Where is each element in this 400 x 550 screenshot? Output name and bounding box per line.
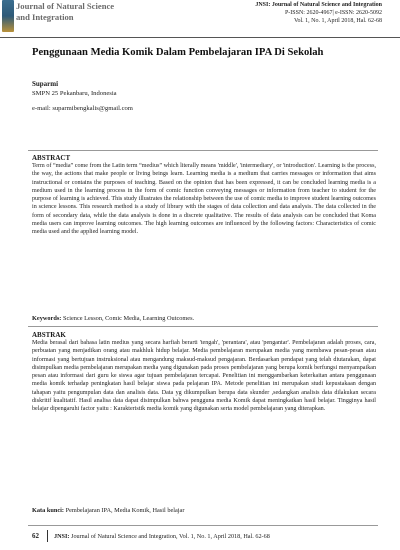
footer-citation-text: Journal of Natural Science and Integration, Vol. 1, No. 1, April 2018, Hal. 62-68 [71,533,270,540]
keywords-id-label: Kata kunci: [32,507,65,514]
journal-info [207,1,382,25]
journal-volume: Vol. 1, No. 1, April 2018, Hal. 62-68 [293,18,382,24]
keywords-en-value: Science Lesson, Comic Media, Learning Outcomes. [62,315,195,322]
keywords-en [32,315,376,323]
footer-journal-name: JNSI: [54,533,70,540]
article-title: Penggunaan Media Komik Dalam Pembelajaran IPA Di Sekolah [32,47,324,58]
logo-line-2: and Integration [16,12,74,22]
journal-name: JNSI: Journal of Natural Science and Integration [255,2,382,8]
abstract-en-text: Term of “media” come from the Latin term “medius” which literally means 'middle', 'intermediary', or 'introduction'. Learning is the process, the way, the actions that make people or living beings learn. Learning media is a medium that carries messages or information that aims instructional or contains the purposes of teaching. Based on the opinion that has been expressed, it can be concluded learning media is a medium used in the learning process in the form of comic function conveying messages or information from teacher to student for the purpose of learning is achieved. This study illustrates the relationship between the use of comic media to improve student learning outcomes in science lessons. This research method is a study of library with the stages of data collection and data analysis. The data collected in the form of secondary data, while the data analysis is done in a discrete qualitative. The results of data analysis can be concluded that Koma media users can improve learning outcomes. The high learning outcomes are influenced by the following factors: Characteristics of comic media used and the applied learning model. [32,163,376,235]
journal-logo-text [16,1,206,23]
author-email: e-mail: suparmibengkalis@gmail.com [32,105,133,112]
abstract-id-text: Media berasal dari bahasa latin medius yang secara harfiah berarti 'tengah', 'perantara', atau 'pengantar'. Pembelajaran adalah proses, cara, perbuatan yang menjadikan orang atau makhluk hidup belajar. Media pembelajaran merupakan media yang membawa pesan-pesan atau informasi yang bertujuan instruksional atau mengandung maksud-maksud pengajaran. Berdasarkan pendapat yang telah diutarakan, dapat disimpulkan media pembelajaran merupakan media yang digunakan pada proses pembelajaran yang berupa komik berfungsi menyampaikan pesan atau informasi dari guru ke siswa agar tujuan pembelajaran tercapai. Penelitian ini menggambarkan keterkaitan antara penggunaan media komik terhadap peningkatan hasil belajar siswa pada pelajaran IPA. Metode penelitian ini merupakan studi kepustakaan dengan tahapan yaitu pengumpulan data dan analisis data. Data yg dikumpulkan berupa data skunder ,sedangkan analisis data dilakukan secara diskritif kualitatif. Hasil analisa data dapat disimpulkan bahwa pengguna media Komik dapat meningkatkan hasil belajar. Tingginya hasil belajar dipengaruhi factor yaitu : Karakteristik media komik yang digunakan serta model pembelajaran yang diterapkan. [32,340,376,412]
author-affiliation: SMPN 25 Pekanbaru, Indonesia [32,90,117,97]
footer-divider [47,530,48,542]
page-footer [0,530,400,544]
abstract-en-heading: ABSTRACT [32,154,71,162]
page-header [0,0,400,44]
abstract-separator [28,326,378,327]
page-number: 62 [32,532,39,540]
footer-citation [54,533,270,540]
keywords-id [32,507,376,515]
journal-issn: P-ISSN: 2620-4967| e-ISSN: 2620-5092 [284,10,382,16]
keywords-en-label: Keywords: [32,315,62,322]
header-divider [0,37,400,38]
article-author: Suparmi [32,80,59,88]
abstract-id-heading: ABSTRAK [32,331,66,339]
keywords-id-value: Pembelajaran IPA, Media Komik, Hasil belajar [65,507,185,514]
logo-line-1: Journal of Natural Science [16,1,115,11]
journal-logo-icon [2,0,14,32]
